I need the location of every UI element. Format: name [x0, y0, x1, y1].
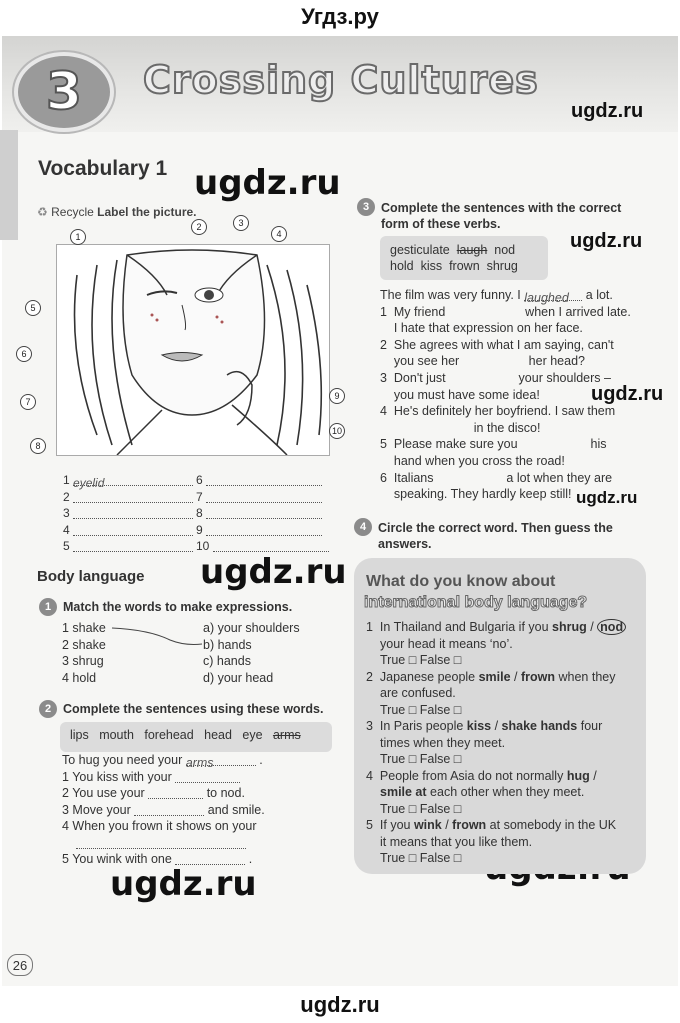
item-text: In Thailand and Bulgaria if you	[379, 620, 553, 634]
answer-number: 10	[196, 539, 210, 553]
sentence[interactable]: 5 Please make sure you his	[380, 437, 607, 452]
sentence: 4 He's definitely her boyfriend. I saw them	[380, 404, 616, 419]
callout-10: 10	[329, 423, 345, 439]
word-chip: mouth	[99, 728, 134, 742]
watermark: ugdz.ru	[200, 552, 347, 592]
item-number: 2	[366, 669, 373, 684]
callout-4: 4	[271, 226, 287, 242]
exercise-2-number: 2	[39, 700, 57, 718]
word-chip: shrug	[486, 259, 518, 273]
item-text: it means that you like them.	[380, 834, 533, 849]
body-language-heading: Body language	[37, 568, 145, 585]
quiz-items	[366, 619, 626, 867]
exercise-2-lines: To hug you need your arms . 1 You kiss with your 2 You use your to nod. 3 Move your and smile. 4 When you frown it shows on your 5 You wink with one .	[62, 753, 265, 866]
instruction-line: answers.	[378, 537, 432, 551]
answer-number: 3	[63, 506, 70, 520]
sentence: hand when you cross the road!	[380, 453, 565, 468]
unit-number-badge	[14, 52, 114, 132]
quiz-item-3	[366, 718, 626, 768]
example-suffix: .	[259, 753, 263, 767]
answer-number: 5	[63, 539, 70, 553]
example-answer: arms	[186, 755, 256, 766]
true-false-checkboxes[interactable]: True □ False □	[380, 801, 462, 816]
quiz-item-1	[366, 619, 626, 669]
quiz-item-4	[366, 768, 626, 818]
callout-6: 6	[16, 346, 32, 362]
site-bottom-label[interactable]: ugdz.ru	[300, 992, 380, 1017]
example-text: The film was very funny. I	[380, 288, 521, 302]
answers-right	[196, 472, 329, 555]
blank-field[interactable]	[175, 772, 240, 783]
match-left-item[interactable]: 2 shake	[62, 637, 106, 652]
watermark: ugdz.ru	[570, 230, 643, 252]
blank-field[interactable]	[148, 788, 203, 799]
exercise-3-instruction	[381, 200, 621, 232]
callout-3: 3	[233, 215, 249, 231]
item-text: your head it means ‘no’.	[380, 636, 513, 651]
answer-number: 9	[196, 522, 203, 537]
sentence[interactable]: you see her her head?	[380, 354, 585, 369]
recycle-instruction	[37, 205, 197, 219]
blank-field[interactable]	[175, 854, 245, 865]
item-text: People from Asia do not normally	[379, 768, 567, 783]
match-right-column	[203, 620, 300, 686]
callout-9: 9	[329, 388, 345, 404]
option-word[interactable]: hug	[566, 768, 590, 783]
answer-number: 6	[196, 473, 203, 487]
match-line	[110, 622, 205, 652]
answers-left	[63, 472, 193, 555]
quiz-item-5	[366, 817, 626, 867]
sentence: 2 You use your	[62, 786, 145, 800]
page-number: 26	[7, 954, 33, 976]
separator: /	[589, 768, 597, 783]
exercise-3-sentences	[380, 287, 631, 503]
match-right-item[interactable]: c) hands	[203, 654, 251, 668]
instruction-line: Circle the correct word. Then guess the	[378, 521, 613, 535]
face-illustration	[56, 244, 330, 456]
item-number: 1	[366, 620, 373, 634]
example-suffix: a lot.	[585, 288, 613, 302]
watermark: ugdz.ru	[110, 864, 257, 904]
exercise-4-instruction	[378, 520, 613, 552]
option-word[interactable]: shake hands	[501, 719, 578, 733]
unit-title: Crossing Cultures	[143, 58, 539, 102]
option-word[interactable]: wink	[413, 818, 442, 832]
match-left-item[interactable]: 1 shake	[62, 621, 106, 635]
separator: /	[491, 719, 502, 733]
sentence: I hate that expression on her face.	[380, 321, 583, 336]
quiz-title-line-1: What do you know about	[366, 573, 556, 590]
true-false-checkboxes[interactable]: True □ False □	[380, 653, 462, 667]
word-box-2	[60, 722, 332, 752]
option-word[interactable]: frown	[521, 669, 556, 684]
blank-field[interactable]	[134, 805, 204, 816]
instruction-line: form of these verbs.	[381, 217, 501, 231]
example-answer: laughed	[524, 290, 582, 301]
sentence-suffix: to nod.	[206, 786, 245, 800]
item-number: 4	[366, 768, 373, 783]
word-chip: head	[204, 728, 232, 742]
answer-field[interactable]	[73, 492, 193, 503]
item-text: each other when they meet.	[426, 785, 585, 799]
vocabulary-heading: Vocabulary 1	[38, 157, 168, 180]
callout-7: 7	[20, 394, 36, 410]
word-chip: hold	[390, 259, 414, 273]
answer-number: 4	[63, 522, 70, 537]
item-text: are confused.	[380, 686, 456, 700]
watermark: ugdz.ru	[591, 383, 664, 405]
match-left-item[interactable]: 4 hold	[62, 670, 97, 685]
exercise-2-instruction: Complete the sentences using these words.	[63, 702, 324, 716]
match-right-item[interactable]: a) your shoulders	[203, 621, 300, 635]
option-word[interactable]: shrug	[552, 620, 587, 634]
label-picture-instruction: Label the picture.	[97, 205, 197, 219]
answer-number: 2	[63, 489, 70, 504]
word-chip: nod	[494, 243, 516, 257]
sentence[interactable]: 1 My friend when I arrived late.	[380, 304, 631, 319]
watermark: ugdz.ru	[576, 488, 638, 507]
exercise-3-number: 3	[357, 198, 375, 216]
separator: /	[510, 669, 521, 684]
item-text: at somebody in the UK	[486, 818, 617, 832]
word-chip-used: laugh	[456, 243, 488, 257]
site-top-label[interactable]: Угдз.ру	[301, 4, 379, 29]
quiz-item-2	[366, 669, 626, 719]
word-chip: frown	[449, 259, 480, 273]
item-number: 5	[366, 818, 373, 832]
match-left-item[interactable]: 3 shrug	[62, 654, 104, 668]
callout-1: 1	[70, 229, 86, 245]
answer-field[interactable]	[206, 525, 322, 536]
item-number: 3	[366, 719, 373, 733]
sentence: 1 You kiss with your	[62, 769, 172, 784]
option-word[interactable]: smile at	[380, 785, 427, 799]
unit-number: 3	[45, 62, 83, 122]
exercise-1-instruction: Match the words to make expressions.	[63, 600, 293, 614]
sentence[interactable]: in the disco!	[380, 420, 541, 435]
option-word[interactable]: smile	[478, 669, 511, 684]
separator: /	[586, 620, 598, 634]
face-drawing	[57, 245, 329, 455]
callout-8: 8	[30, 438, 46, 454]
match-right-item[interactable]: d) your head	[203, 670, 274, 685]
answer-field[interactable]	[73, 525, 193, 536]
word-chip: kiss	[420, 259, 443, 273]
true-false-checkboxes[interactable]: True □ False □	[380, 752, 462, 766]
sentence: speaking. They hardly keep still!	[380, 487, 572, 502]
exercise-1-number: 1	[39, 598, 57, 616]
item-text: four	[577, 719, 603, 733]
example-text: To hug you need your	[62, 753, 183, 767]
callout-5: 5	[25, 300, 41, 316]
word-chip: eye	[242, 728, 263, 742]
answer-number: 1	[63, 473, 70, 487]
sentence: 5 You wink with one	[62, 852, 172, 866]
exercise-4-number: 4	[354, 518, 372, 536]
blank-field[interactable]	[76, 838, 246, 849]
answer-field[interactable]	[206, 475, 322, 486]
word-box-3	[380, 236, 548, 280]
answer-field[interactable]	[73, 508, 193, 519]
sentence-suffix: and smile.	[207, 802, 265, 817]
sentence: you must have some idea!	[380, 387, 540, 402]
answer-field[interactable]	[73, 475, 193, 491]
word-chip: lips	[70, 728, 89, 742]
instruction-line: Complete the sentences with the correct	[381, 201, 622, 215]
answer-field[interactable]	[213, 541, 329, 552]
sentence: 3 Move your	[62, 802, 131, 817]
quiz-title-line-2: international body language?	[364, 594, 588, 611]
sentence[interactable]: 3 Don't just your shoulders –	[380, 370, 611, 385]
item-text: when they	[555, 669, 616, 684]
word-chip: gesticulate	[390, 243, 450, 257]
word-chip: forehead	[144, 728, 194, 742]
watermark: ugdz.ru	[571, 100, 644, 122]
callout-2: 2	[191, 219, 207, 235]
recycle-label: Recycle	[51, 205, 94, 219]
sentence: 4 When you frown it shows on your	[62, 819, 257, 833]
answer-number: 7	[196, 489, 203, 504]
item-text: Japanese people	[379, 669, 479, 684]
sentence: 2 She agrees with what I am saying, can't	[380, 337, 614, 352]
answer-field[interactable]	[206, 492, 322, 503]
option-word[interactable]: frown	[452, 818, 487, 832]
word-chip-used: arms	[272, 728, 301, 742]
sentence[interactable]: 6 Italians a lot when they are	[380, 470, 613, 485]
item-text: If you	[379, 818, 414, 832]
item-text: times when they meet.	[380, 735, 506, 750]
answer-field[interactable]	[206, 508, 322, 519]
match-left-column	[62, 620, 106, 686]
watermark: ugdz.ru	[194, 163, 341, 203]
option-word-circled[interactable]: nod	[597, 619, 626, 635]
match-right-item[interactable]: b) hands	[203, 637, 252, 652]
answer-value: eyelid	[73, 476, 105, 491]
item-text: In Paris people	[379, 719, 467, 733]
true-false-checkboxes[interactable]: True □ False □	[380, 851, 462, 865]
option-word[interactable]: kiss	[466, 719, 492, 733]
answer-field[interactable]	[73, 541, 193, 552]
answer-number: 8	[196, 506, 203, 520]
side-tab	[0, 130, 18, 240]
true-false-checkboxes[interactable]: True □ False □	[380, 702, 462, 717]
recycle-icon: ♻	[37, 205, 48, 219]
separator: /	[441, 818, 453, 832]
